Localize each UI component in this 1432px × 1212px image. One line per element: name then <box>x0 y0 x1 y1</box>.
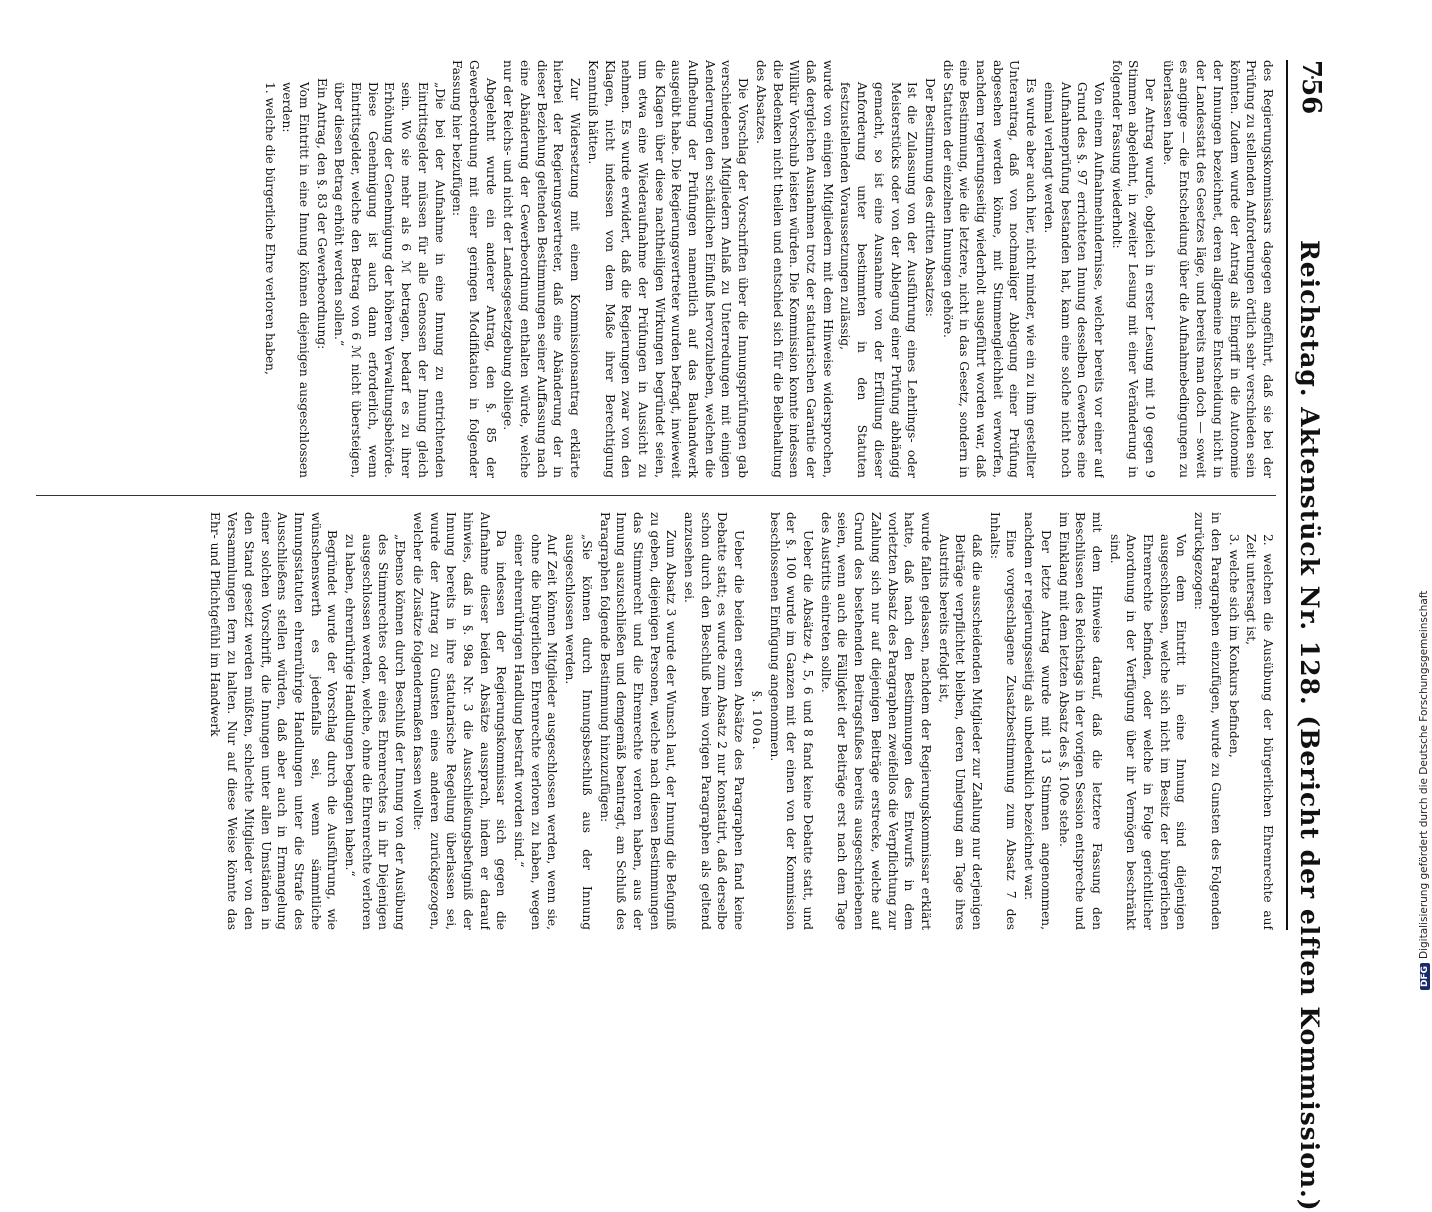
left-column <box>36 60 1276 478</box>
column-divider <box>36 495 1276 496</box>
right-column-paragraph: Von dem Eintritt in eine Innung sind diejenigen ausgeschlossen, welche sich nicht im Besitz der bürgerlichen Ehrenrechte befinden, oder welche in Folge gerichtlicher Anordnung in der Verfügung über ihr Vermögen beschränkt sind. <box>1107 534 1189 930</box>
right-column-paragraph: 3. welche sich im Konkurs befinden, <box>1226 534 1241 758</box>
right-column-paragraph: Auf Zeit können Mitglieder ausgeschlossen werden, wenn sie, ohne die bürgerlichen Ehrenrechte verloren zu haben, wegen einer ehrenrührigen Handlung bestraft worden sind.“ <box>512 534 560 930</box>
right-column-paragraph: §. 100a. <box>749 690 764 752</box>
right-column-paragraph: Der letzte Antrag wurde mit 13 Stimmen angenommen, nachdem er regierungsseitig als unbedenklich bezeichnet war. <box>1022 512 1053 930</box>
left-column-paragraph: Vom Eintritt in eine Innung können diejenigen ausgeschlossen werden: <box>280 82 311 478</box>
page-number: 756 <box>1296 60 1326 115</box>
left-column-paragraph: des Regierungskommissars dagegen angeführt, daß sie bei der Prüfung zu stellenden Anforderungen örtlich sehr verschieden sein könnten. Zudem wurde der Antrag als Eingriff in die Autonomie der Innungen bezeichnet, deren allgemeine Entscheidung nicht in der Landesstatt des Gesetzes läge, und bereits man doch — soweit es anginge — die Entscheidung über die Aufnahmebedingungen zu überlassen habe. <box>1160 60 1275 478</box>
right-column <box>36 512 1276 930</box>
right-column-paragraph: 2. welchen die Ausübung der bürgerlichen Ehrenrechte auf Zeit untersagt ist, <box>1244 534 1275 930</box>
left-column-paragraph: Von einem Aufnahmehindernisse, welcher bereits vor einer auf Grund des §. 97 errichteten Innung desselben Gewerbes eine Aufnahmeprüfung bestanden hat, kann eine solche nicht noch einmal verlangt werden. <box>1041 82 1106 478</box>
left-column-paragraph: „Die bei der Aufnahme in eine Innung zu entrichtenden Eintrittsgelder müssen für alle Genossen der Innung gleich sein. Wo sie mehr als 6 ℳ betragen, bedarf es zu ihrer Erhöhung der Genehmigung der höheren Verwaltungsbehörde. Diese Genehmigung ist auch dann erforderlich, wenn Eintrittsgelder, welche den Betrag von 6 ℳ nicht übersteigen, über diesen Betrag erhöht werden sollen.“ <box>332 82 447 478</box>
left-column-paragraph: Abgelehnt wurde ein anderer Antrag, den §. 85 der Gewerbeordnung mit einer geringen Modifikation in folgender Fassung hier beizufügen: <box>450 60 498 478</box>
header-title: Reichstag. Aktenstück Nr. 128. (Bericht der elften Kommission.) <box>1295 240 1324 1212</box>
right-column-paragraph: Eine vorgeschlagene Zusatzbestimmung zum Absatz 7 des Inhalts: <box>987 512 1019 930</box>
right-column-paragraph: „Ebenso können durch Beschluß der Innung von der Ausübung des Stimmrechtes oder eines Ehrenrechtes in ihr Diejenigen ausgeschlossen werden, welche, ohne die Ehrenrechte verloren zu haben, ehrenrührige Handlungen begangen haben.“ <box>343 534 408 930</box>
right-column-paragraph: Begründet wurde der Vorschlag durch die Ausführung, wie wünschenswerth es jedenfalls sei, wenn sämmtliche Innungsstatuten ehrenrührige Handlungen unter die Strafe des Ausschließens stellen würden, daß aber auch in Ermangelung einer solchen Vorschrift, die Innungen unter allen Umständen in den Stand gesetzt werden müßten, schlechte Mitglieder von den Versammlungen fern zu halten. Nur auf diese Weise könnte das Ehr- und Pflichtgefühl im Handwerk <box>208 512 340 930</box>
left-column-paragraph: Zur Widersetzung mit einem Kommissionsantrag erklärte hierbei der Regierungsvertreter, daß eine Abänderung der in dieser Beziehung geltenden Bestimmungen seiner Auffassung nach eine Abänderung der Gewerbeordnung enthalten würde, welche nur der Reichs- und nicht der Landesgesetzgebung obliege. <box>501 60 583 478</box>
credit-text: Digitalisierung gefördert durch die Deutsche Forschungsgemeinschaft <box>1418 590 1430 959</box>
dfg-logo-icon: DFG <box>1420 963 1430 990</box>
left-column-paragraph: wurde von einigen Mitgliedern mit dem Hinweise widersprochen, daß dergleichen Ausnahmen trotz der statutarischen Garantie der Willkür Vorschub leisten würden. Die Kommission konnte indessen die Bedenken nicht theilen und entschied sich für die Beibehaltung des Absatzes. <box>753 60 835 478</box>
right-column-paragraph: daß die ausscheidenden Mitglieder zur Zahlung nur derjenigen Beiträge verpflichtet bleiben, deren Umlegung am Tage ihres Austritts bereits erfolgt ist, <box>936 534 985 930</box>
left-column-paragraph: Ein Antrag, den §. 83 der Gewerbeordnung: <box>314 78 329 350</box>
left-column-paragraph: 1. welche die bürgerliche Ehre verloren haben, <box>262 82 277 375</box>
right-column-paragraph: Ueber die Absätze 4, 5, 6 und 8 fand keine Debatte statt, und der §. 100 wurde im Ganzen mit der einen von der Kommission beschlossenen Einfügung angenommen. <box>767 512 816 930</box>
right-column-paragraph: Da indessen der Regierungskommissar sich gegen die Aufnahme dieser beiden Absätze aussprach, indem er darauf hinwies, daß in §. 98a Nr. 3 die Ausschließungsbefugniß der Innung bereits in ihre statutarische Regelung überlassen sei, wurde der Antrag zu Gunsten eines anderen zurückgezogen, welcher die Zusätze folgendermaßen fassen wollte: <box>410 512 509 930</box>
digitization-credit <box>1418 591 1430 990</box>
right-column-paragraph: Ueber die beiden ersten Absätze des Paragraphen fand keine Debatte statt; es wurde zum Absatz 2 nur konstatirt, daß derselbe schon durch den Beschluß beim vorigen Paragraphen als geltend anzusehen sei. <box>682 512 747 930</box>
left-column-paragraph: Ist die Zulassung von der Ausführung eines Lehrlings- oder Meisterstücks oder von der Ablegung einer Prüfung abhängig gemacht, so ist eine Ausnahme von der Erfüllung dieser Anforderung unter bestimmten in den Statuten festzustellenden Voraussetzungen zulässig, <box>838 82 920 478</box>
left-column-paragraph: Es wurde aber auch hier, nicht minder, wie ein zu ihm gestellter Unterantrag, daß von nochmaliger Ablegung einer Prüfung abgesehen werden könne, mit Stimmengleichheit verworfen, nachdem regierungsseitig wiederholt ausgeführt worden war, daß eine Bestimmung, wie die letztere, nicht in das Gesetz, sondern in die Statuten der einzelnen Innungen gehöre. <box>940 60 1039 478</box>
right-column-paragraph: Zum Absatz 3 wurde der Wunsch laut, der Innung die Befugniß zu geben, diejenigen Personen, welche nach diesen Bestimmungen das Stimmrecht und die Ehrenrechte verloren haben, aus der Innung auszuschließen und demgemäß beantragt, am Schluß des Paragraphen folgende Bestimmung hinzuzufügen: <box>597 512 679 930</box>
right-column-paragraph: in den Paragraphen einzufügen, wurde zu Gunsten des Folgenden zurückgezogen: <box>1192 512 1223 930</box>
right-column-paragraph: mit dem Hinweise darauf, daß die letztere Fassung den Beschlüssen des Reichstags in der vorigen Session entspreche und im Einklang mit dem letzten Absatz des §. 100e stehe. <box>1056 512 1104 930</box>
right-column-paragraph: wurde fallen gelassen, nachdem der Regierungskommissar erklärt hatte, daß nach den Bestimmungen des Entwurfs in dem vorletzten Absatz des Paragraphen zweifellos die Verpflichtung zur Zahlung sich nur auf diejenigen Beiträge erstrecke, welche auf Grund des bestehenden Beitragsfußes bereits ausgeschriebenen seien, wenn auch die Fälligkeit der Beiträge erst nach dem Tage des Austritts eintreten sollte. <box>818 512 933 930</box>
left-column-paragraph: Der Antrag wurde, obgleich in erster Lesung mit 10 gegen 9 Stimmen abgelehnt, in zweiter Lesung mit einer Veränderung in folgender Fassung wiederholt: <box>1109 60 1158 478</box>
left-column-paragraph: Die Vorschlag der Vorschriften über die Innungsprüfungen gab verschiedenen Mitgliedern Anlaß zu Unterredungen mit einigen Aenderungen den schädlichen Einfluß hervorzuheben, welchen die Aufhebung der Prüfungen namentlich auf das Bauhandwerk ausgeübt habe. Die Regierungsvertreter wurden befragt, inwieweit die Klagen über diese nachtheiligen Wirkungen begründet seien, um etwa eine Wiederaufnahme der Prüfungen in Aussicht zu nehmen. Es wurde erwidert, daß die Regierungen zwar von den Klagen, nicht indessen von dem Maße ihrer Berechtigung Kenntniß hätten. <box>585 60 751 478</box>
left-column-paragraph: Der Bestimmung des dritten Absatzes: <box>922 78 937 317</box>
right-column-paragraph: „Sie können durch Innungsbeschluß aus der Innung ausgeschlossen werden. <box>563 534 594 930</box>
page-header <box>1286 60 1332 1212</box>
